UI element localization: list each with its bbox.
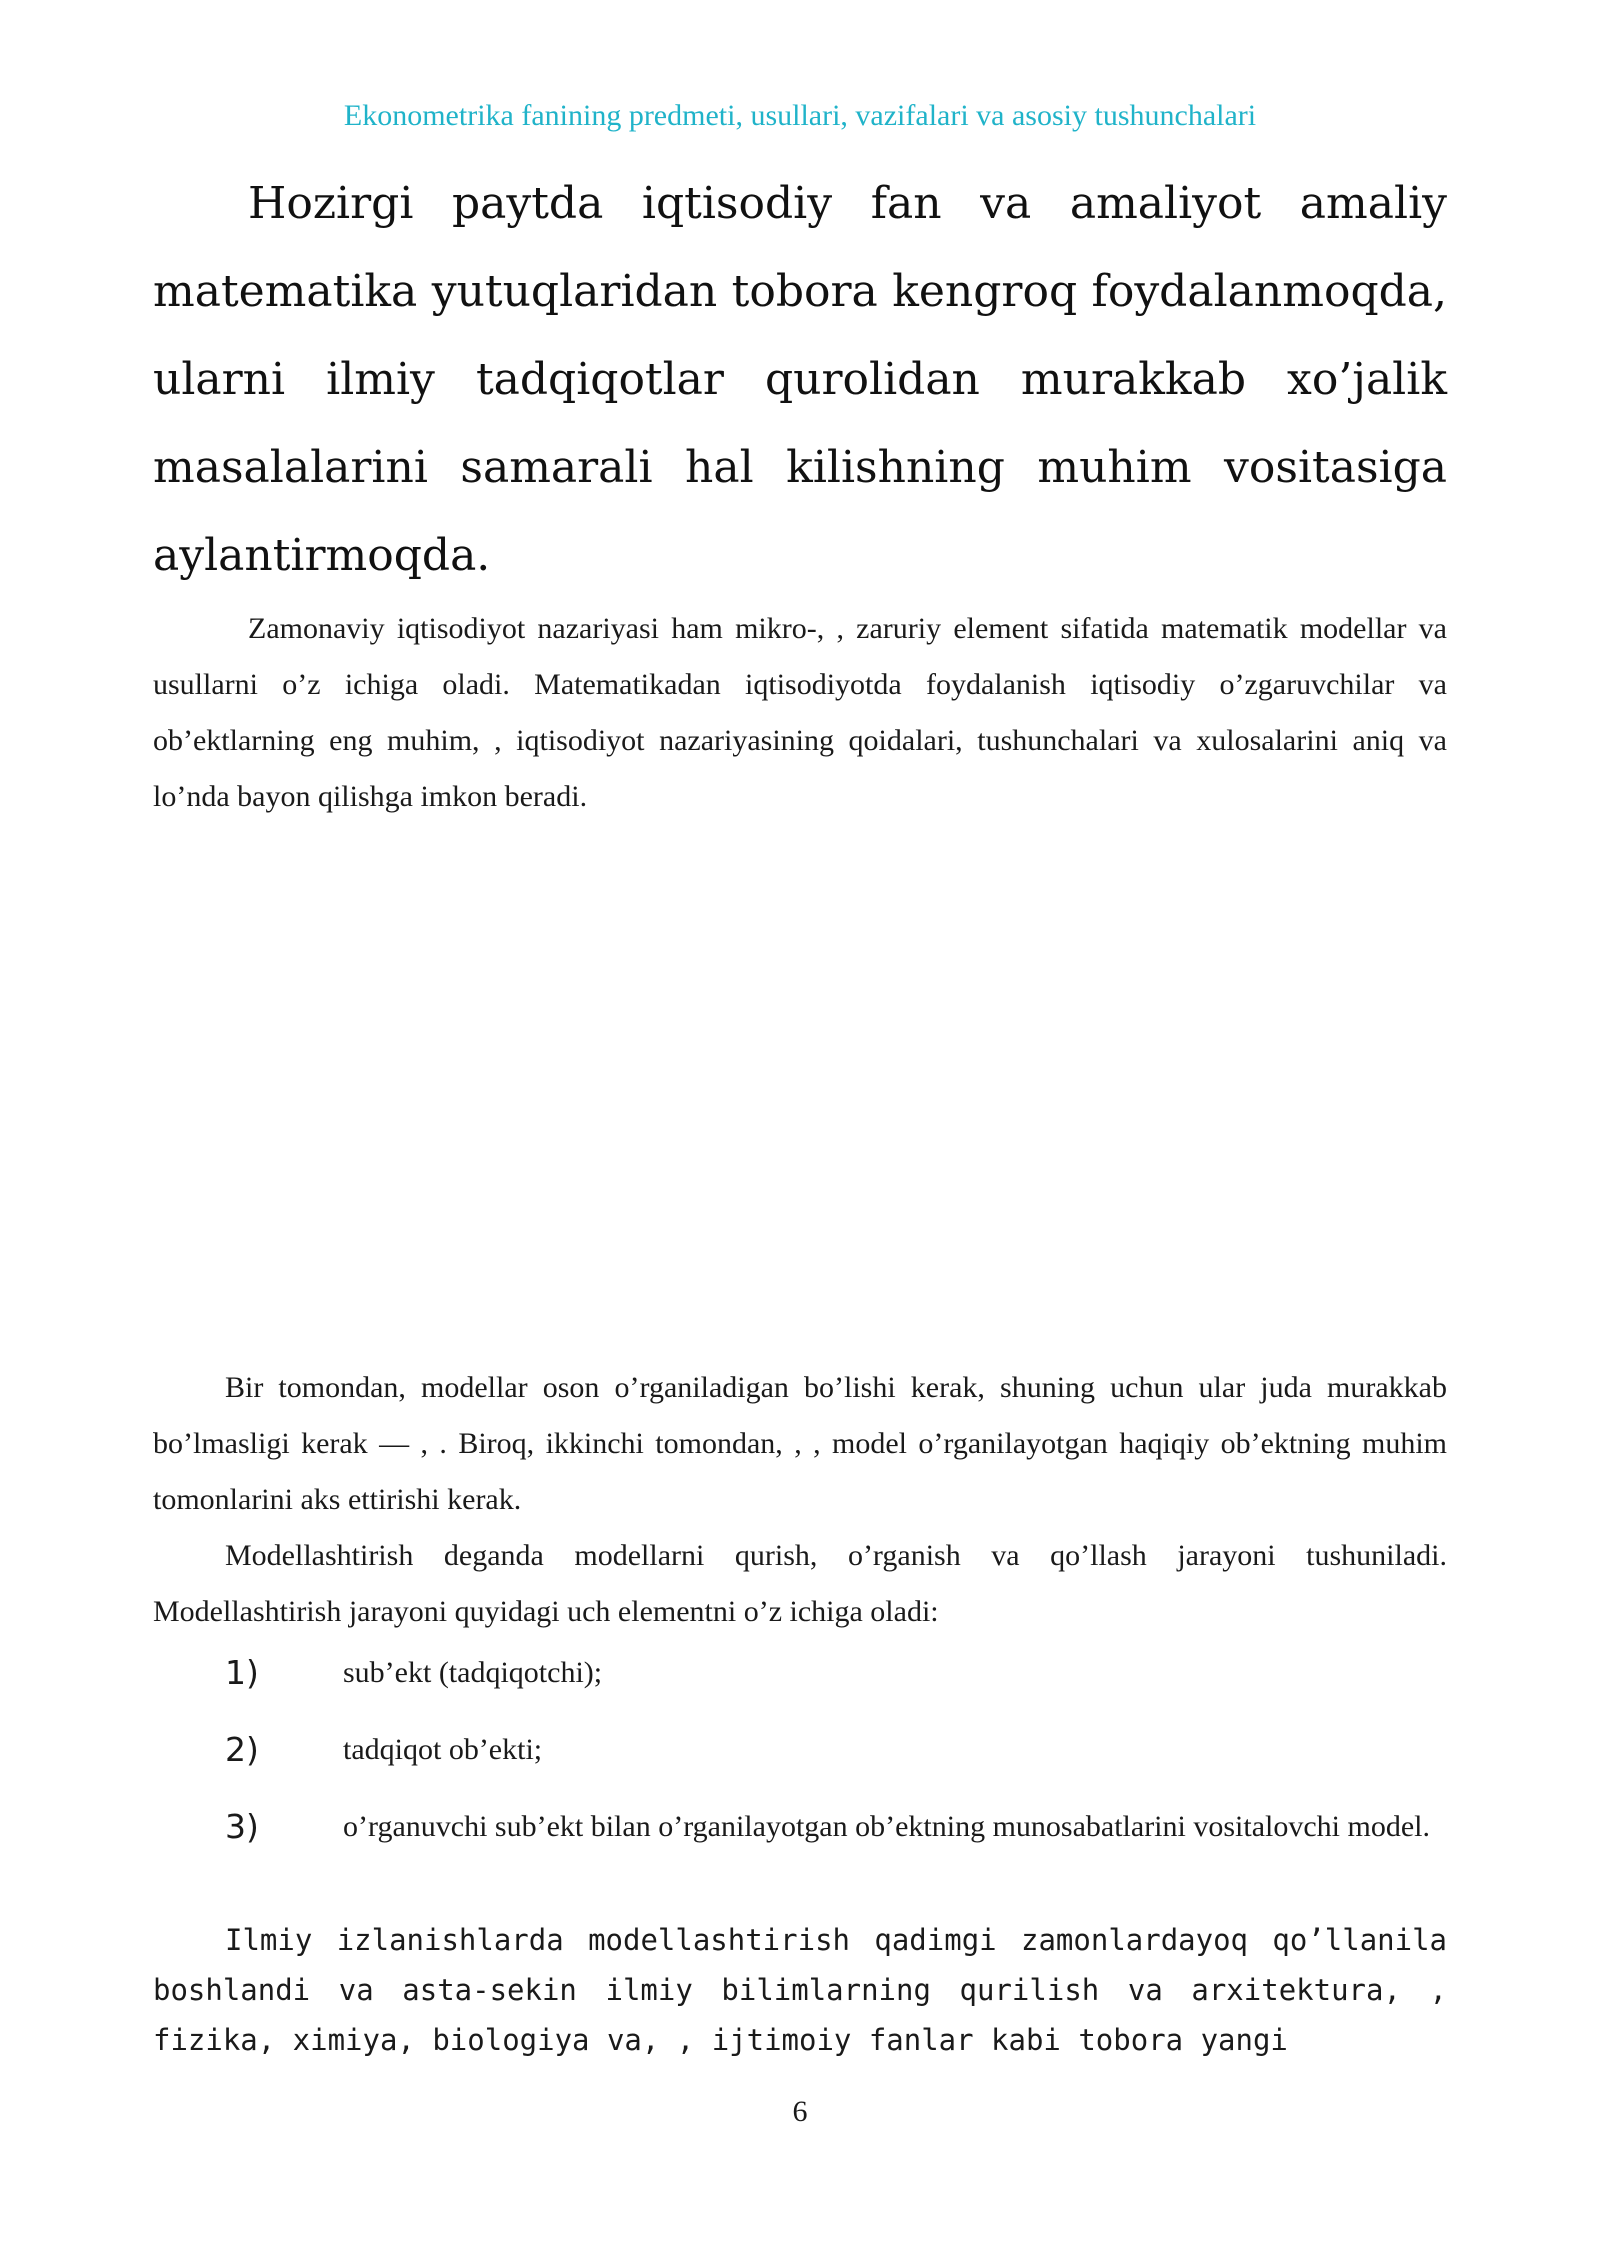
- body-paragraph-1: Zamonaviy iqtisodiyot nazariyasi ham mikro-, , zaruriy element sifatida matematik modellar va usullarni o’z ichiga oladi. Matematikadan iqtisodiyotda foydalanish iqtisodiy o’zgaruvchilar va ob’ektlarning eng muhim, , iqtisodiyot nazariyasining qoidalari, tushunchalari va xulosalarini aniq va lo’nda bayon qilishga imkon beradi.: [153, 612, 1447, 813]
- body-paragraph-3: Modellashtirish deganda modellarni qurish, o’rganish va qo’llash jarayoni tushuniladi. Modellashtirish jarayoni quyidagi uch elementni o’z ichiga oladi:: [153, 1539, 1447, 1628]
- list-item-text: o’rganuvchi sub’ekt bilan o’rganilayotgan ob’ektning munosabatlarini vositalovchi model.: [343, 1810, 1430, 1843]
- list-item-text: sub’ekt (tadqiqotchi);: [343, 1656, 603, 1689]
- list-item-number: 3): [225, 1807, 259, 1846]
- numbered-list: [153, 1645, 1447, 1855]
- list-item-number: 1): [225, 1653, 259, 1692]
- running-header: Ekonometrika fanining predmeti, usullari, vazifalari va asosiy tushunchalari: [343, 99, 1257, 132]
- page-number: 6: [792, 2095, 808, 2128]
- list-item: [153, 1645, 1447, 1722]
- intro-paragraph: Hozirgi paytda iqtisodiy fan va amaliyot amaliy matematika yutuqlaridan tobora kengroq foydalanmoqda, ularni ilmiy tadqiqotlar qurolidan murakkab xo’jalik masalalarini samarali hal kilishning muhim vositasiga aylantirmoqda.: [153, 178, 1447, 581]
- body-paragraph-2: Bir tomondan, modellar oson o’rganiladigan bo’lishi kerak, shuning uchun ular juda murakkab bo’lmasligi kerak — , . Biroq, ikkinchi tomondan, , , model o’rganilayotgan haqiqiy ob’ektning muhim tomonlarini aks ettirishi kerak.: [153, 1371, 1447, 1516]
- list-item: [153, 1799, 1447, 1855]
- body-paragraph-4: Ilmiy izlanishlarda modellashtirish qadimgi zamonlardayoq qo’llanila boshlandi va asta-sekin ilmiy bilimlarning qurilish va arxitektura, , fizika, ximiya, biologiya va, , ijtimoiy fanlar kabi tobora yangi: [153, 1923, 1447, 2057]
- list-item-text: tadqiqot ob’ekti;: [343, 1733, 543, 1766]
- list-item: [153, 1722, 1447, 1799]
- list-item-number: 2): [225, 1730, 259, 1769]
